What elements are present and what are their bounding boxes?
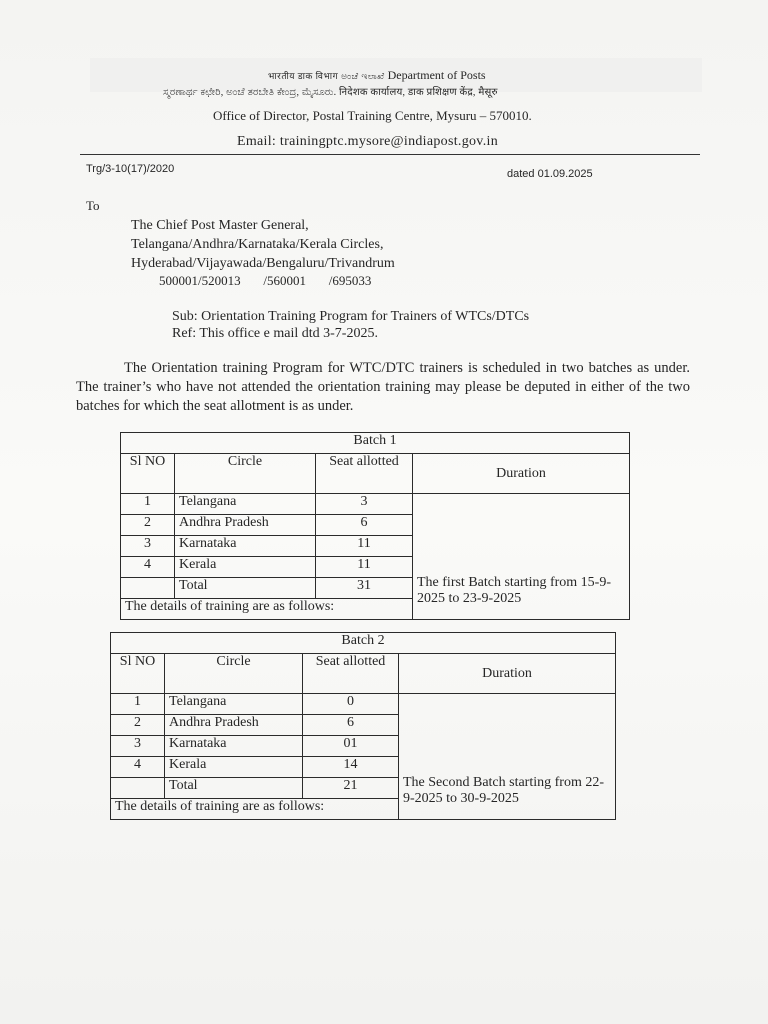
body-paragraph: The Orientation training Program for WTC/DTC trainers is scheduled in two batches as under. The trainer’s who have not attended the orientation training may please be deputed in either of the two batches for which the seat allotment is as under. (76, 360, 690, 414)
row-seats: 14 (303, 757, 399, 778)
letterhead-kannada: ಅಂಚೆ ಇಲಾಖೆ (341, 71, 385, 81)
table-row (121, 494, 630, 515)
row-sl: 2 (121, 515, 175, 536)
letterhead-title (268, 68, 486, 83)
addressee-line: Telangana/Andhra/Karnataka/Kerala Circles, (131, 237, 384, 252)
details-note: The details of training are as follows: (111, 799, 399, 820)
row-seats: 11 (316, 536, 413, 557)
row-circle: Andhra Pradesh (165, 715, 303, 736)
total-value: 31 (316, 578, 413, 599)
to-label: To (86, 198, 100, 213)
letterhead-bilingual-office: ಸ್ಮರಣಾರ್ಥ ಕಛೇರಿ, ಅಂಚೆ ತರಬೇತಿ ಕೇಂದ್ರ, ಮೈಸೂರು. निदेशक कार्यालय, डाक प्रशिक्षण केंद्र, मैसूरु (163, 87, 498, 98)
row-circle: Telangana (165, 694, 303, 715)
letterhead-hindi: भारतीय डाक विभाग (268, 71, 339, 81)
addressee-line: The Chief Post Master General, (131, 218, 309, 233)
row-sl: 1 (121, 494, 175, 515)
row-sl: 3 (121, 536, 175, 557)
header-seats: Seat allotted (316, 454, 413, 494)
row-sl: 2 (111, 715, 165, 736)
row-seats: 6 (303, 715, 399, 736)
letter-date: dated 01.09.2025 (507, 168, 593, 180)
header-duration: Duration (413, 454, 630, 494)
header-sl: Sl NO (111, 654, 165, 694)
reference-number: Trg/3-10(17)/2020 (86, 163, 175, 175)
row-sl: 3 (111, 736, 165, 757)
row-circle: Karnataka (165, 736, 303, 757)
row-seats: 11 (316, 557, 413, 578)
duration-text: The first Batch starting from 15-9-2025 to 23-9-2025 (413, 494, 630, 620)
letterhead-dept: Department of Posts (387, 68, 486, 82)
header-seats: Seat allotted (303, 654, 399, 694)
row-sl: 1 (111, 694, 165, 715)
row-sl: 4 (121, 557, 175, 578)
batch-1-table (120, 432, 630, 620)
subject-block (172, 308, 529, 342)
total-label: Total (165, 778, 303, 799)
batch-title: Batch 2 (111, 633, 616, 654)
header-circle: Circle (165, 654, 303, 694)
duration-text: The Second Batch starting from 22-9-2025 to 30-9-2025 (399, 694, 616, 820)
total-label: Total (175, 578, 316, 599)
batch-2-table (110, 632, 616, 820)
subject-line: Sub: Orientation Training Program for Trainers of WTCs/DTCs (172, 309, 530, 324)
total-sl-empty (121, 578, 175, 599)
addressee-line: Hyderabad/Vijayawada/Bengaluru/Trivandrum (131, 256, 395, 271)
letterhead-email: Email: trainingptc.mysore@indiapost.gov.in (237, 134, 498, 149)
row-circle: Karnataka (175, 536, 316, 557)
details-note: The details of training are as follows: (121, 599, 413, 620)
row-seats: 3 (316, 494, 413, 515)
total-sl-empty (111, 778, 165, 799)
letterhead-divider (80, 154, 700, 155)
row-circle: Telangana (175, 494, 316, 515)
total-value: 21 (303, 778, 399, 799)
addressee-pincodes: 500001/520013 /560001 /695033 (159, 273, 372, 288)
row-seats: 0 (303, 694, 399, 715)
addressee-block (131, 216, 395, 273)
header-sl: Sl NO (121, 454, 175, 494)
letterhead-office: Office of Director, Postal Training Centre, Mysuru – 570010. (213, 108, 532, 123)
reference-line: Ref: This office e mail dtd 3-7-2025. (172, 326, 378, 341)
header-duration: Duration (399, 654, 616, 694)
row-sl: 4 (111, 757, 165, 778)
row-seats: 01 (303, 736, 399, 757)
row-circle: Kerala (175, 557, 316, 578)
table-row (111, 694, 616, 715)
header-circle: Circle (175, 454, 316, 494)
batch-title: Batch 1 (121, 433, 630, 454)
row-circle: Andhra Pradesh (175, 515, 316, 536)
row-seats: 6 (316, 515, 413, 536)
row-circle: Kerala (165, 757, 303, 778)
